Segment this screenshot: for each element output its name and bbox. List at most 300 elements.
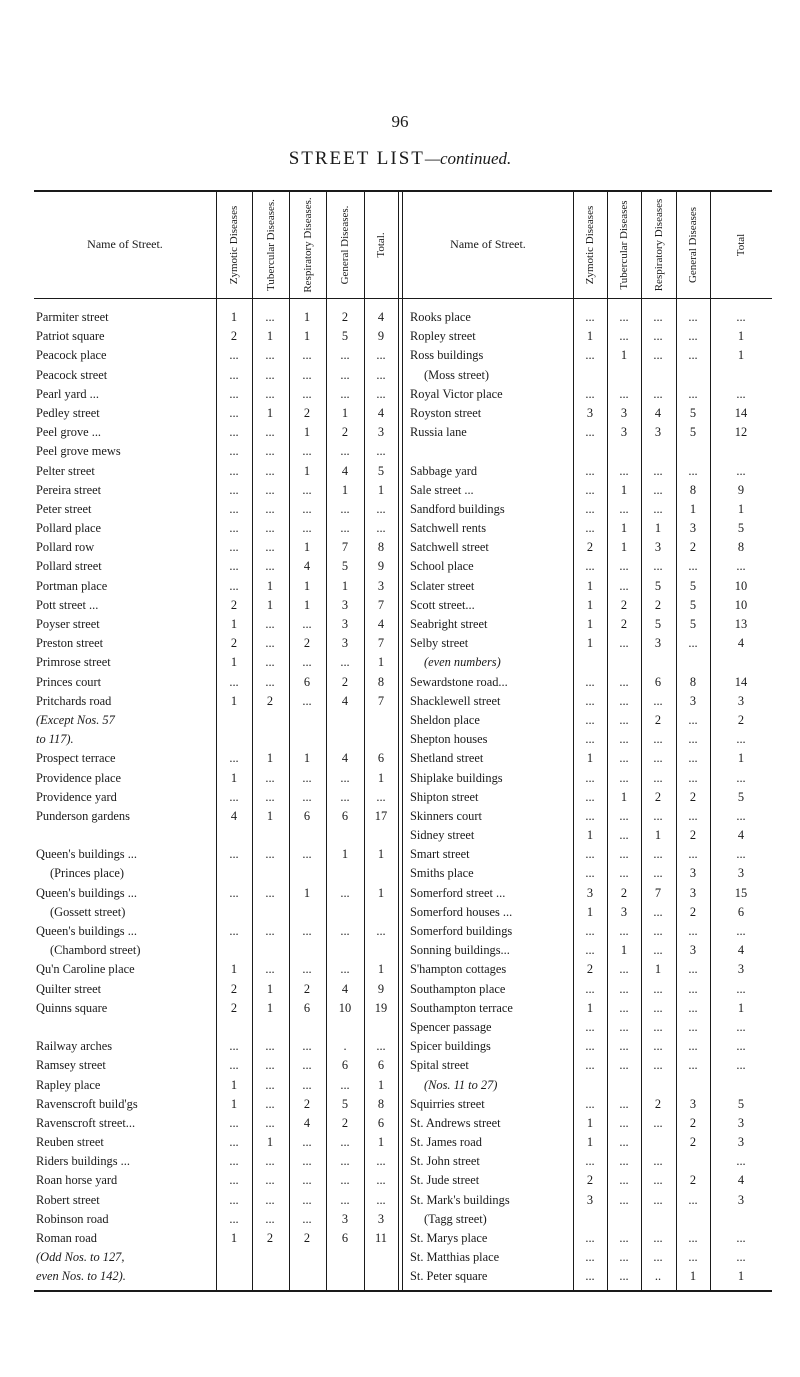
general-value: 3 (689, 885, 697, 900)
tubercular-value: ... (619, 1250, 629, 1265)
tubercular-value: ... (619, 866, 629, 881)
respiratory-value: 1 (303, 578, 311, 593)
table-row (0, 346, 745, 365)
tubercular-value: ... (265, 367, 275, 382)
zymotic-value: ... (229, 425, 239, 440)
total-value: 6 (377, 751, 385, 766)
tubercular-value: ... (265, 386, 275, 401)
street-name: Peacock place (36, 348, 107, 363)
zymotic-value: 1 (586, 1115, 594, 1130)
table-row (0, 1229, 746, 1248)
street-table-right (0, 308, 748, 1287)
street-name: Pollard row (36, 540, 95, 555)
street-name: (even numbers) (424, 655, 501, 670)
tubercular-value: ... (265, 521, 275, 536)
general-value: ... (340, 885, 350, 900)
respiratory-value: ... (653, 482, 663, 497)
table-row (0, 999, 745, 1018)
zymotic-value: ... (585, 732, 595, 747)
tubercular-value: ... (619, 329, 629, 344)
total-value: 3 (377, 425, 385, 440)
street-name: Peel grove ... (36, 425, 102, 440)
general-value: ... (688, 636, 698, 651)
zymotic-value: ... (585, 924, 595, 938)
zymotic-value: ... (585, 501, 595, 516)
respiratory-value: 2 (654, 597, 662, 612)
street-name: Sabbage yard (410, 463, 478, 478)
zymotic-value: 1 (230, 655, 238, 670)
street-name: Royston street (410, 405, 482, 420)
header-general-right-text: General Diseases (687, 206, 699, 284)
respiratory-value: ... (653, 732, 663, 747)
street-name: Parmiter street (36, 310, 109, 324)
street-name: Queen's buildings ... (36, 847, 138, 862)
respiratory-value: 6 (654, 674, 662, 689)
street-name: St. Marys place (410, 1231, 488, 1245)
street-name: Prospect terrace (36, 751, 116, 766)
zymotic-value: ... (229, 1058, 239, 1073)
zymotic-value: 1 (586, 636, 594, 651)
header-tubercular-right-text: Tubercular Diseases (618, 200, 630, 290)
total-value: 10 (734, 597, 748, 612)
street-name: Selby street (410, 636, 469, 651)
respiratory-value: 5 (654, 617, 662, 631)
total-value: ... (736, 1039, 746, 1054)
general-value: ... (688, 463, 698, 478)
respiratory-value: ... (302, 1039, 312, 1054)
respiratory-value: 2 (303, 1231, 311, 1245)
general-value: . (343, 1039, 347, 1054)
street-name: St. Peter square (410, 1269, 488, 1284)
respiratory-value: ... (302, 386, 312, 401)
total-value: 8 (377, 674, 385, 689)
general-value: 2 (689, 828, 697, 843)
header-name-left: Name of Street. (87, 237, 163, 251)
general-value: 6 (341, 808, 349, 823)
zymotic-value: ... (229, 521, 239, 536)
street-name: Russia lane (410, 425, 467, 440)
table-row (0, 462, 746, 481)
header-total-right (710, 193, 772, 297)
total-value: 3 (737, 866, 745, 881)
general-value: ... (340, 521, 350, 536)
respiratory-value: ... (302, 847, 312, 862)
tubercular-value: ... (619, 636, 629, 651)
header-general-left (326, 193, 364, 297)
tubercular-value: ... (265, 924, 275, 938)
tubercular-value: ... (619, 310, 629, 324)
general-value: ... (688, 732, 698, 747)
zymotic-value: ... (229, 559, 239, 574)
respiratory-value: ... (302, 367, 312, 382)
tubercular-value: ... (265, 1173, 275, 1188)
total-value: 3 (737, 1135, 745, 1150)
tubercular-value: ... (265, 310, 275, 324)
zymotic-value: 3 (586, 885, 594, 900)
respiratory-value: ... (653, 310, 663, 324)
respiratory-value: ... (653, 329, 663, 344)
total-value: 4 (377, 310, 385, 324)
respiratory-value: 3 (654, 636, 662, 651)
street-name: Robert street (36, 1192, 100, 1207)
table-row (0, 481, 745, 500)
street-name: Pearl yard ... (36, 386, 99, 401)
respiratory-value: 4 (303, 559, 311, 574)
zymotic-value: ... (229, 1173, 239, 1188)
street-name: St. Matthias place (410, 1250, 500, 1265)
zymotic-value: 1 (586, 597, 594, 612)
general-value: 5 (689, 578, 697, 593)
zymotic-value: ... (585, 348, 595, 363)
general-value: 1 (689, 1269, 697, 1284)
zymotic-value: ... (229, 463, 239, 478)
general-value: ... (340, 1192, 350, 1207)
general-value: ... (688, 981, 698, 996)
tubercular-value: 1 (266, 329, 274, 344)
respiratory-value: 1 (303, 425, 311, 440)
header-total-left (364, 193, 398, 297)
street-name: Riders buildings ... (36, 1154, 130, 1169)
tubercular-value: ... (265, 1211, 275, 1226)
total-value: ... (736, 770, 746, 785)
respiratory-value: ... (302, 924, 312, 938)
general-value: 3 (341, 636, 349, 651)
street-name: Pereira street (36, 482, 102, 497)
zymotic-value: ... (585, 1096, 595, 1111)
tubercular-value: 1 (620, 521, 628, 536)
respiratory-value: ... (302, 521, 312, 536)
general-value: 5 (689, 425, 697, 440)
general-value: ... (688, 1231, 698, 1245)
street-name: St. Andrews street (410, 1115, 501, 1130)
tubercular-value: 1 (266, 751, 274, 766)
zymotic-value: 1 (586, 617, 594, 631)
street-name: (Tagg street) (424, 1211, 487, 1226)
street-name: Qu'n Caroline place (36, 962, 135, 977)
street-name: Spencer passage (410, 1019, 492, 1034)
respiratory-value: ... (653, 1192, 663, 1207)
general-value: ... (688, 847, 698, 862)
header-general-right (676, 193, 710, 297)
header-zymotic-text: Zymotic Diseases (228, 205, 240, 285)
tubercular-value: 1 (266, 578, 274, 593)
general-value: ... (688, 808, 698, 823)
general-value: 2 (341, 674, 349, 689)
zymotic-value: ... (585, 981, 595, 996)
respiratory-value: 6 (303, 808, 311, 823)
street-name: Southampton terrace (410, 1000, 513, 1015)
total-value: ... (736, 924, 746, 938)
street-name: Peel grove mews (36, 444, 121, 459)
tubercular-value: ... (619, 674, 629, 689)
tubercular-value: ... (619, 712, 629, 727)
zymotic-value: 1 (230, 1231, 238, 1245)
zymotic-value: ... (229, 847, 239, 862)
total-value: 1 (737, 751, 745, 766)
general-value: 3 (341, 617, 349, 631)
total-value: ... (736, 981, 746, 996)
total-value: 14 (734, 674, 748, 689)
total-value: 5 (737, 1096, 745, 1111)
zymotic-value: 2 (230, 636, 238, 651)
zymotic-value: 1 (586, 904, 594, 919)
zymotic-value: 1 (230, 1096, 238, 1111)
table-row (0, 884, 748, 903)
tubercular-value: 3 (620, 405, 628, 420)
respiratory-value: ... (302, 501, 312, 516)
zymotic-value: ... (229, 482, 239, 497)
street-name: Providence yard (36, 789, 117, 804)
tubercular-value: ... (265, 559, 275, 574)
respiratory-value: ... (302, 1077, 312, 1092)
zymotic-value: ... (229, 1115, 239, 1130)
zymotic-value: 1 (230, 693, 238, 708)
zymotic-value: ... (229, 1039, 239, 1054)
general-value: 8 (689, 674, 697, 689)
total-value: ... (376, 1173, 386, 1188)
table-row (0, 615, 748, 634)
total-value: 7 (377, 636, 385, 651)
general-value: 2 (689, 789, 697, 804)
table-row (0, 500, 745, 519)
table-row (0, 538, 745, 557)
tubercular-value: 2 (620, 617, 628, 631)
total-value: ... (736, 386, 746, 401)
tubercular-value: ... (619, 962, 629, 977)
total-value: 13 (734, 617, 748, 631)
table-row (0, 1210, 487, 1229)
table-row (0, 980, 746, 999)
table-row (0, 596, 748, 615)
zymotic-value: ... (229, 674, 239, 689)
zymotic-value: 1 (230, 962, 238, 977)
general-value: 6 (341, 1231, 349, 1245)
total-value: 6 (377, 1115, 385, 1130)
tubercular-value: ... (619, 828, 629, 843)
street-name: Ramsey street (36, 1058, 106, 1073)
street-name: Pollard place (36, 521, 102, 536)
zymotic-value: ... (585, 770, 595, 785)
general-value: 1 (341, 578, 349, 593)
tubercular-value: 1 (266, 808, 274, 823)
total-value: ... (736, 1019, 746, 1034)
respiratory-value: ... (653, 924, 663, 938)
general-value: 1 (341, 847, 349, 862)
general-value: 2 (689, 904, 697, 919)
tubercular-value: ... (265, 770, 275, 785)
zymotic-value: 2 (586, 540, 594, 555)
total-value: 3 (377, 1211, 385, 1226)
street-name: Shepton houses (410, 732, 488, 747)
tubercular-value: ... (619, 847, 629, 862)
total-value: 4 (377, 617, 385, 631)
zymotic-value: ... (229, 540, 239, 555)
page-title (0, 148, 800, 170)
tubercular-value: ... (619, 463, 629, 478)
total-value: ... (376, 348, 386, 363)
tubercular-value: ... (265, 482, 275, 497)
street-name: Smart street (410, 847, 470, 862)
zymotic-value: ... (585, 425, 595, 440)
street-name: Poyser street (36, 617, 100, 631)
zymotic-value: ... (585, 1231, 595, 1245)
total-value: ... (736, 808, 746, 823)
tubercular-value: 2 (620, 597, 628, 612)
total-value: 1 (377, 847, 385, 862)
general-value: ... (688, 924, 698, 938)
zymotic-value: ... (585, 310, 595, 324)
zymotic-value: ... (585, 1269, 595, 1284)
street-name: Spicer buildings (410, 1039, 491, 1054)
top-rule (34, 190, 772, 192)
tubercular-value: ... (265, 636, 275, 651)
zymotic-value: ... (229, 924, 239, 938)
zymotic-value: 2 (230, 597, 238, 612)
header-total-right-text: Total (735, 233, 747, 257)
street-name: Pedley street (36, 405, 100, 420)
street-name: Shipton street (410, 789, 479, 804)
header-bottom-rule (34, 298, 772, 299)
table-row (0, 1191, 745, 1210)
respiratory-value: ... (302, 1058, 312, 1073)
table-row (0, 864, 745, 883)
zymotic-value: ... (229, 1192, 239, 1207)
street-name: Shetland street (410, 751, 484, 766)
general-value: ... (340, 1135, 350, 1150)
tubercular-value: ... (265, 1154, 275, 1169)
total-value: 19 (374, 1000, 388, 1015)
respiratory-value: ... (653, 808, 663, 823)
respiratory-value: ... (653, 1058, 663, 1073)
respiratory-value: ... (653, 847, 663, 862)
tubercular-value: 2 (620, 885, 628, 900)
street-name: (Except Nos. 57 (36, 712, 115, 727)
tubercular-value: ... (619, 1096, 629, 1111)
table-row (0, 442, 400, 461)
zymotic-value: ... (585, 808, 595, 823)
street-name: Somerford buildings (410, 924, 513, 938)
general-value: ... (340, 386, 350, 401)
street-name: St. Jude street (410, 1173, 480, 1188)
tubercular-value: ... (619, 1115, 629, 1130)
respiratory-value: .. (654, 1269, 662, 1284)
tubercular-value: ... (265, 1058, 275, 1073)
tubercular-value: ... (619, 1135, 629, 1150)
table-row (0, 941, 745, 960)
zymotic-value: ... (229, 444, 239, 459)
general-value: ... (340, 367, 350, 382)
table-row (0, 308, 746, 327)
table-row (0, 1114, 745, 1133)
header-name-right: Name of Street. (450, 237, 526, 251)
table-row (0, 519, 745, 538)
respiratory-value: ... (302, 1135, 312, 1150)
respiratory-value: ... (653, 904, 663, 919)
street-name: Somerford street ... (410, 885, 506, 900)
street-name: Smiths place (410, 866, 474, 881)
tubercular-value: ... (265, 1039, 275, 1054)
street-name: (Princes place) (50, 866, 124, 881)
general-value: 3 (689, 866, 697, 881)
respiratory-value: 2 (303, 636, 311, 651)
table-row (0, 1095, 745, 1114)
respiratory-value: ... (653, 501, 663, 516)
total-value: 3 (737, 1115, 745, 1130)
street-name: (Odd Nos. to 127, (36, 1250, 125, 1265)
respiratory-value: 6 (303, 1000, 311, 1015)
total-value: 4 (737, 1173, 745, 1188)
zymotic-value: ... (229, 501, 239, 516)
street-name: Skinners court (410, 808, 482, 823)
tubercular-value: ... (265, 463, 275, 478)
general-value: 3 (341, 1211, 349, 1226)
street-name: Southampton place (410, 981, 506, 996)
zymotic-value: ... (585, 943, 595, 958)
street-name: Somerford houses ... (410, 904, 513, 919)
general-value: ... (688, 770, 698, 785)
street-name: Pelter street (36, 463, 95, 478)
tubercular-value: ... (619, 1231, 629, 1245)
street-name: Sandford buildings (410, 501, 505, 516)
total-value: 7 (377, 693, 385, 708)
street-name: to 117). (36, 732, 74, 747)
general-value: ... (688, 1000, 698, 1015)
tubercular-value: 1 (620, 348, 628, 363)
tubercular-value: 1 (266, 1135, 274, 1150)
total-value: 1 (737, 329, 745, 344)
total-value: 8 (377, 1096, 385, 1111)
street-name: Squirries street (410, 1096, 485, 1111)
general-value: 4 (341, 981, 349, 996)
general-value: 3 (689, 943, 697, 958)
table-row (0, 1171, 745, 1190)
zymotic-value: 1 (586, 1000, 594, 1015)
respiratory-value: 1 (303, 329, 311, 344)
table-row (0, 1076, 498, 1095)
general-value: 2 (689, 1173, 697, 1188)
respiratory-value: 1 (654, 521, 662, 536)
respiratory-value: 2 (303, 1096, 311, 1111)
total-value: 3 (737, 962, 745, 977)
respiratory-value: ... (653, 1231, 663, 1245)
zymotic-value: ... (229, 1154, 239, 1169)
total-value: 10 (734, 578, 748, 593)
total-value: 4 (737, 636, 745, 651)
total-value: ... (376, 521, 386, 536)
street-name: Queen's buildings ... (36, 885, 138, 900)
title-main: STREET LIST (288, 148, 425, 169)
table-row (0, 826, 745, 845)
table-row (0, 1133, 745, 1152)
street-name: Queen's buildings ... (36, 924, 138, 938)
respiratory-value: ... (302, 770, 312, 785)
general-value: ... (340, 924, 350, 938)
respiratory-value: ... (653, 1019, 663, 1034)
tubercular-value: ... (265, 425, 275, 440)
header-respiratory-right-text: Respiratory Diseases (652, 198, 665, 292)
street-name: Spital street (410, 1058, 469, 1073)
total-value: ... (736, 732, 746, 747)
header-respiratory-text: Respiratory Diseases. (301, 197, 314, 293)
general-value: ... (340, 962, 350, 977)
tubercular-value: ... (265, 348, 275, 363)
zymotic-value: ... (585, 521, 595, 536)
tubercular-value: ... (619, 1173, 629, 1188)
respiratory-value: 3 (654, 540, 662, 555)
general-value: 3 (341, 597, 349, 612)
table-row (0, 423, 748, 442)
table-row (0, 1267, 745, 1286)
